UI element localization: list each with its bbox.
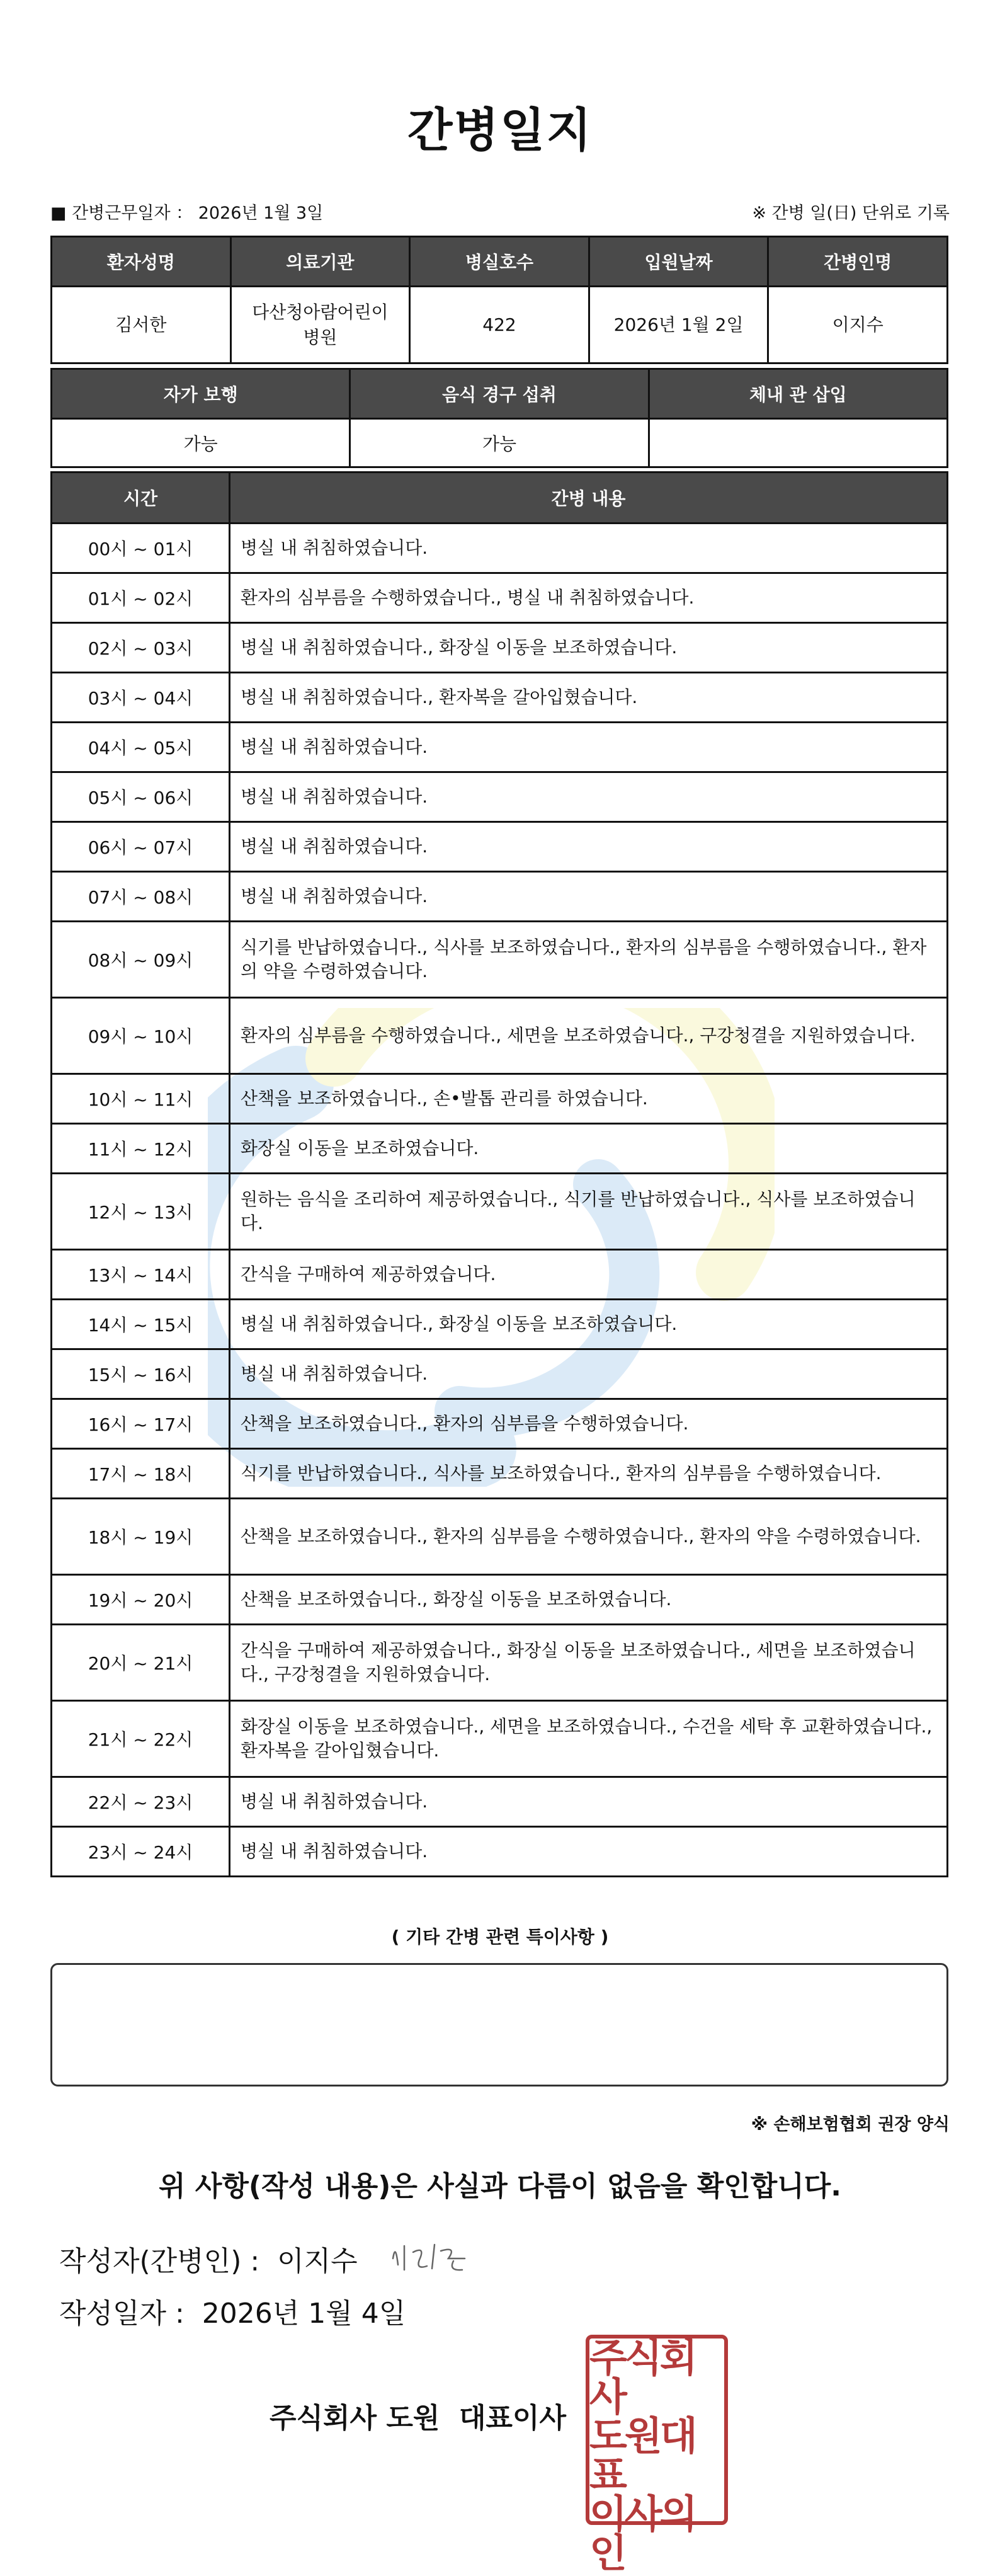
log-time: 02시 ~ 03시 (52, 623, 230, 673)
header-caregiver: 간병인명 (768, 237, 948, 287)
log-content: 병실 내 취침하였습니다., 환자복을 갈아입혔습니다. (230, 673, 948, 723)
log-content: 병실 내 취침하였습니다., 화장실 이동을 보조하였습니다. (230, 623, 948, 673)
log-time: 03시 ~ 04시 (52, 673, 230, 723)
log-row (52, 524, 948, 573)
log-row (52, 1349, 948, 1399)
log-time: 22시 ~ 23시 (52, 1777, 230, 1827)
confirmation-statement: 위 사항(작성 내용)은 사실과 다름이 없음을 확인합니다. (159, 2170, 841, 2202)
log-content: 간식을 구매하여 제공하였습니다. (230, 1250, 948, 1300)
header-hospital: 의료기관 (230, 237, 410, 287)
log-row (52, 1499, 948, 1575)
header-room: 병실호수 (410, 237, 589, 287)
log-row (52, 1174, 948, 1250)
log-content: 병실 내 취침하였습니다., 화장실 이동을 보조하였습니다. (230, 1300, 948, 1349)
log-time: 19시 ~ 20시 (52, 1575, 230, 1625)
log-row (52, 573, 948, 623)
patient-info-table (50, 236, 948, 364)
log-time: 23시 ~ 24시 (52, 1827, 230, 1877)
seal-line: 이사의인 (589, 2491, 695, 2576)
log-time: 18시 ~ 19시 (52, 1499, 230, 1575)
header-oral-intake: 음식 경구 섭취 (350, 369, 649, 419)
log-time: 00시 ~ 01시 (52, 524, 230, 573)
header-time: 시간 (52, 472, 230, 524)
log-time: 21시 ~ 22시 (52, 1701, 230, 1777)
log-content: 병실 내 취침하였습니다. (230, 822, 948, 872)
log-content: 식기를 반납하였습니다., 식사를 보조하였습니다., 환자의 심부름을 수행하였습니다. (230, 1449, 948, 1499)
log-time: 13시 ~ 14시 (52, 1250, 230, 1300)
writer-line: 작성자(간병인) : 이지수 (59, 2245, 358, 2277)
recommendation-note: ※ 손해보험협회 권장 양식 (751, 2115, 950, 2134)
header-walking: 자가 보행 (52, 369, 350, 419)
log-row (52, 1575, 948, 1625)
log-row (52, 772, 948, 822)
room-number: 422 (410, 287, 589, 364)
oral-intake-value: 가능 (350, 419, 649, 467)
log-row (52, 1300, 948, 1349)
header-admission-date: 입원날짜 (589, 237, 768, 287)
caregiver-name: 이지수 (768, 287, 948, 364)
log-content: 화장실 이동을 보조하였습니다. (230, 1124, 948, 1174)
log-time: 07시 ~ 08시 (52, 872, 230, 922)
seal-line: 도원대표 (589, 2413, 695, 2498)
log-content: 산책을 보조하였습니다., 환자의 심부름을 수행하였습니다., 환자의 약을 수령하였습니다. (230, 1499, 948, 1575)
log-row (52, 1124, 948, 1174)
seal-line: 주식회사 (589, 2335, 695, 2420)
walking-value: 가능 (52, 419, 350, 467)
log-row (52, 1777, 948, 1827)
log-row (52, 922, 948, 998)
log-time: 14시 ~ 15시 (52, 1300, 230, 1349)
care-log-table (50, 471, 948, 1877)
log-time: 20시 ~ 21시 (52, 1625, 230, 1701)
log-row (52, 822, 948, 872)
log-content: 병실 내 취침하였습니다. (230, 1349, 948, 1399)
hospital-name: 다산청아람어린이 병원 (230, 287, 410, 364)
log-time: 10시 ~ 11시 (52, 1074, 230, 1124)
log-time: 11시 ~ 12시 (52, 1124, 230, 1174)
log-row (52, 723, 948, 772)
log-content: 화장실 이동을 보조하였습니다., 세면을 보조하였습니다., 수건을 세탁 후 교환하였습니다., 환자복을 갈아입혔습니다. (230, 1701, 948, 1777)
work-date: ■ 간병근무일자 ： 2026년 1월 3일 (50, 203, 324, 223)
company-seal (586, 2335, 728, 2576)
remarks-label: ( 기타 간병 관련 특이사항 ) (391, 1926, 609, 1947)
log-time: 09시 ~ 10시 (52, 998, 230, 1074)
log-row (52, 998, 948, 1074)
log-content: 원하는 음식을 조리하여 제공하였습니다., 식기를 반납하였습니다., 식사를 보조하였습니다. (230, 1174, 948, 1250)
log-time: 05시 ~ 06시 (52, 772, 230, 822)
log-row (52, 1399, 948, 1449)
log-time: 01시 ~ 02시 (52, 573, 230, 623)
log-row (52, 1701, 948, 1777)
log-row (52, 1250, 948, 1300)
handwritten-signature (388, 2233, 470, 2277)
log-content: 간식을 구매하여 제공하였습니다., 화장실 이동을 보조하였습니다., 세면을 보조하였습니다., 구강청결을 지원하였습니다. (230, 1625, 948, 1701)
log-row (52, 1074, 948, 1124)
company-representative: 주식회사 도원 대표이사 (270, 2402, 566, 2434)
admission-date: 2026년 1월 2일 (589, 287, 768, 364)
log-time: 12시 ~ 13시 (52, 1174, 230, 1250)
log-time: 06시 ~ 07시 (52, 822, 230, 872)
log-content: 환자의 심부름을 수행하였습니다., 병실 내 취침하였습니다. (230, 573, 948, 623)
ability-table (50, 368, 948, 468)
log-row (52, 673, 948, 723)
log-content: 병실 내 취침하였습니다. (230, 524, 948, 573)
log-row (52, 1827, 948, 1877)
log-row (52, 1625, 948, 1701)
remarks-box (50, 1963, 948, 2087)
log-content: 병실 내 취침하였습니다. (230, 723, 948, 772)
tube-value (649, 419, 947, 467)
log-content: 산책을 보조하였습니다., 화장실 이동을 보조하였습니다. (230, 1575, 948, 1625)
header-tube: 체내 관 삽입 (649, 369, 947, 419)
log-row (52, 872, 948, 922)
log-content: 환자의 심부름을 수행하였습니다., 세면을 보조하였습니다., 구강청결을 지원하였습니다. (230, 998, 948, 1074)
page-title: 간병일지 (407, 103, 593, 157)
log-content: 산책을 보조하였습니다., 환자의 심부름을 수행하였습니다. (230, 1399, 948, 1449)
log-time: 15시 ~ 16시 (52, 1349, 230, 1399)
log-content: 병실 내 취침하였습니다. (230, 872, 948, 922)
header-patient-name: 환자성명 (52, 237, 231, 287)
log-time: 04시 ~ 05시 (52, 723, 230, 772)
log-content: 식기를 반납하였습니다., 식사를 보조하였습니다., 환자의 심부름을 수행하였습니다., 환자의 약을 수령하였습니다. (230, 922, 948, 998)
log-row (52, 623, 948, 673)
log-content: 병실 내 취침하였습니다. (230, 1827, 948, 1877)
write-date-line: 작성일자 : 2026년 1월 4일 (59, 2298, 406, 2330)
log-row (52, 1449, 948, 1499)
log-content: 병실 내 취침하였습니다. (230, 1777, 948, 1827)
log-time: 08시 ~ 09시 (52, 922, 230, 998)
log-content: 산책을 보조하였습니다., 손•발톱 관리를 하였습니다. (230, 1074, 948, 1124)
log-time: 16시 ~ 17시 (52, 1399, 230, 1449)
patient-name: 김서한 (52, 287, 231, 364)
header-care-content: 간병 내용 (230, 472, 948, 524)
log-content: 병실 내 취침하였습니다. (230, 772, 948, 822)
unit-note: ※ 간병 일(日) 단위로 기록 (752, 203, 950, 223)
remarks-text (52, 1965, 946, 1985)
log-time: 17시 ~ 18시 (52, 1449, 230, 1499)
